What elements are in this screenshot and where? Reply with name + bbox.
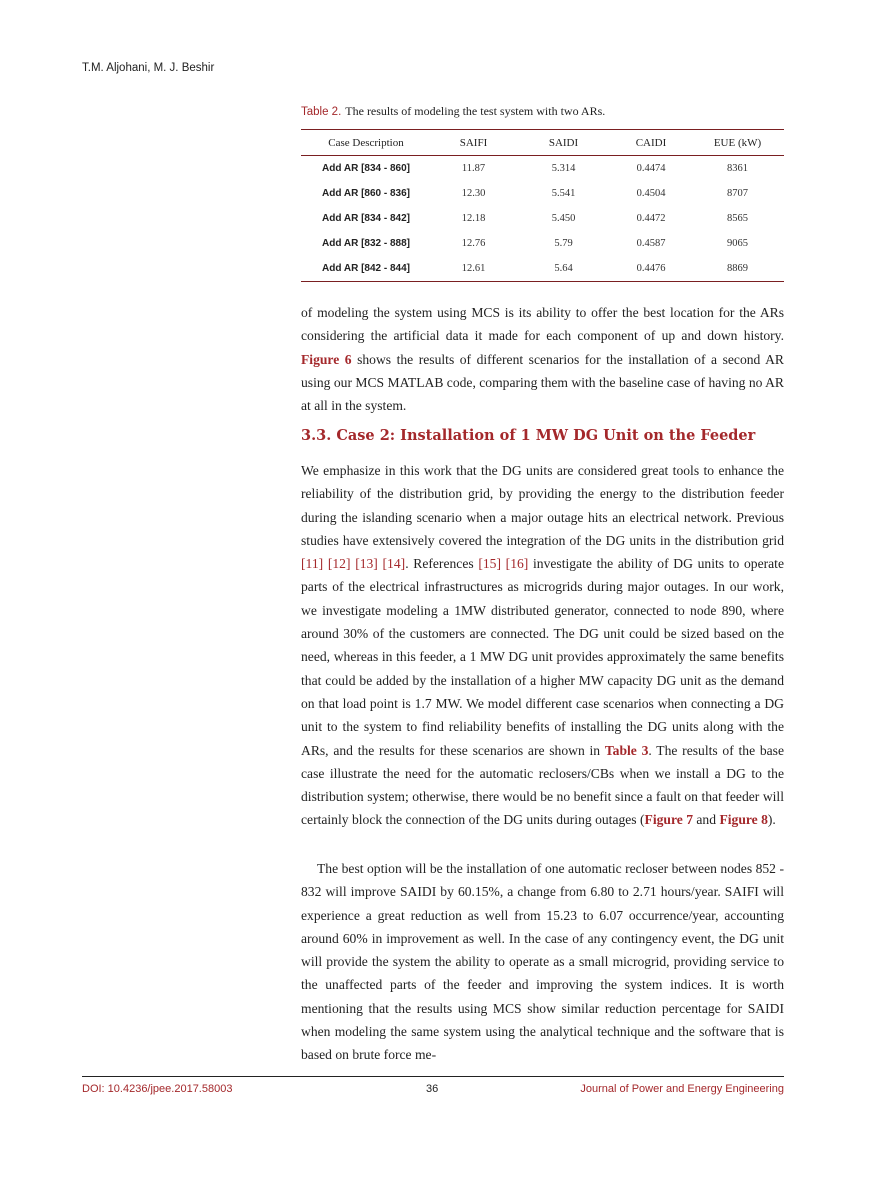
table-cell: 12.61 (431, 256, 516, 282)
footer-journal-link[interactable]: Journal of Power and Energy Engineering (580, 1083, 784, 1095)
paragraph-text: . The results of the base case illustrate the need for the automatic reclosers/CBs when we install a DG to the distribution system; otherwise, there would be no benefit since a fault on that feeder will certainly block the connection of the DG units during outages ( (301, 742, 785, 828)
table-cell: 12.76 (461, 238, 486, 249)
page-number: 36 (426, 1083, 439, 1095)
table-cell: 0.4587 (636, 238, 666, 249)
table-cell: 5.79 (554, 238, 573, 249)
table-cell: 8707 (727, 188, 748, 199)
column-header: CAIDI (611, 130, 691, 156)
paragraph-text: investigate the ability of DG units to operate parts of the electrical infrastructures as microgrids during major outages. In our work, we investigate modeling a 1MW distributed generator, connected to node 890, where around 30% of the customers are connected. The DG unit could be sized based on the need, whereas in this feeder, a 1 MW DG unit provides approximately the same benefits that could be added by the installation of a higher MW capacity DG unit as the demand on that load point is 1.7 MW. We model different case scenarios when connecting a DG unit to the system to find reliability benefits of installing the DG units along with the ARs, and the results for these scenarios are shown in (301, 556, 784, 758)
table-header-row (301, 130, 784, 156)
table-cell: 8361 (727, 163, 748, 174)
table-row (301, 181, 784, 206)
section-heading: 3.3. Case 2: Installation of 1 MW DG Unit on the Feeder (301, 427, 756, 444)
table-cell: 0.4476 (611, 256, 691, 282)
table-row (301, 231, 784, 256)
results-table (301, 129, 784, 282)
table-cell: 9065 (727, 238, 748, 249)
paragraph-text: shows the results of different scenarios for the installation of a second AR using our MCS MATLAB code, comparing them with the baseline case of having no AR at all in the system. (301, 351, 784, 414)
citation-link[interactable]: [13] (355, 556, 378, 572)
table-row (301, 206, 784, 231)
table-2 (301, 104, 784, 282)
table-cell: 8565 (727, 213, 748, 224)
figure-7-link[interactable]: Figure 7 (644, 812, 693, 828)
paragraph-mcs-location (301, 301, 784, 417)
table-cell-case: Add AR [832 - 888] (322, 238, 410, 249)
running-head-authors: T.M. Aljohani, M. J. Beshir (82, 62, 215, 74)
table-cell: 0.4474 (636, 163, 666, 174)
citation-link[interactable]: [12] (327, 556, 351, 572)
paragraph-text: of modeling the system using MCS is its ability to offer the best location for the ARs considering the artificial data it made for each component of up and down history. (301, 305, 784, 344)
paragraph-best-option: The best option will be the installation of one automatic recloser between nodes 852 - 832 will improve SAIDI by 60.15%, a change from 6.80 to 2.71 hours/year. SAIFI will experience a great reduction as well from 15.23 to 6.07 occurrence/year, accounting around 60% in improvement as well. In the case of any contingency event, the DG unit will provide the system the ability to operate as a small microgrid, providing service to the unaffected parts of the feeder and improving the system indices. It is worth mentioning that the results using MCS show similar reduction percentage for SAIDI when modeling the same system using the analytical technique and the software that is based on brute force me- (301, 861, 784, 1063)
citation-link[interactable]: [16] (505, 556, 529, 572)
citation-link[interactable]: [11] (301, 556, 324, 572)
table-cell: 11.87 (461, 163, 486, 174)
table-caption (301, 104, 784, 119)
column-header: EUE (kW) (691, 130, 784, 156)
citation-link[interactable]: [15] (478, 556, 501, 572)
column-header: SAIFI (431, 130, 516, 156)
table-cell-case: Add AR [842 - 844] (301, 256, 431, 282)
figure-6-link[interactable]: Figure 6 (301, 351, 352, 367)
table-label: Table 2. (301, 106, 342, 118)
table-cell: 5.64 (516, 256, 611, 282)
footer-doi-link[interactable]: DOI: 10.4236/jpee.2017.58003 (82, 1083, 233, 1095)
table-cell-case: Add AR [860 - 836] (322, 188, 410, 199)
table-cell: 0.4472 (636, 213, 666, 224)
paragraph-text: . References (405, 556, 479, 572)
table-cell: 0.4504 (636, 188, 666, 199)
table-cell: 5.314 (551, 163, 576, 174)
paragraph-dg-units (301, 459, 784, 832)
paragraph-text: ). (767, 812, 776, 828)
table-cell: 12.30 (461, 188, 486, 199)
citation-link[interactable]: [14] (382, 556, 406, 572)
table-cell-case: Add AR [834 - 860] (322, 163, 410, 174)
footer-divider (82, 1076, 784, 1077)
paragraph-text: and (693, 812, 720, 828)
column-header: SAIDI (516, 130, 611, 156)
paragraph-text: We emphasize in this work that the DG units are considered great tools to enhance the reliability of the distribution grid, by providing the energy to the distribution feeder during the islanding scenario when a major outage hits an electrical network. Previous studies have extensively covered the integration of the DG units in the distribution grid (301, 463, 784, 548)
table-caption-text: The results of modeling the test system with two ARs. (345, 104, 606, 118)
table-3-link[interactable]: Table 3 (604, 742, 649, 758)
table-cell: 5.541 (551, 188, 576, 199)
table-cell: 8869 (691, 256, 784, 282)
figure-8-link[interactable]: Figure 8 (719, 812, 768, 828)
table-row (301, 256, 784, 282)
table-cell-case: Add AR [834 - 842] (322, 213, 410, 224)
column-header: Case Description (301, 130, 431, 156)
table-cell: 12.18 (461, 213, 486, 224)
table-cell: 5.450 (551, 213, 576, 224)
table-row (301, 156, 784, 182)
